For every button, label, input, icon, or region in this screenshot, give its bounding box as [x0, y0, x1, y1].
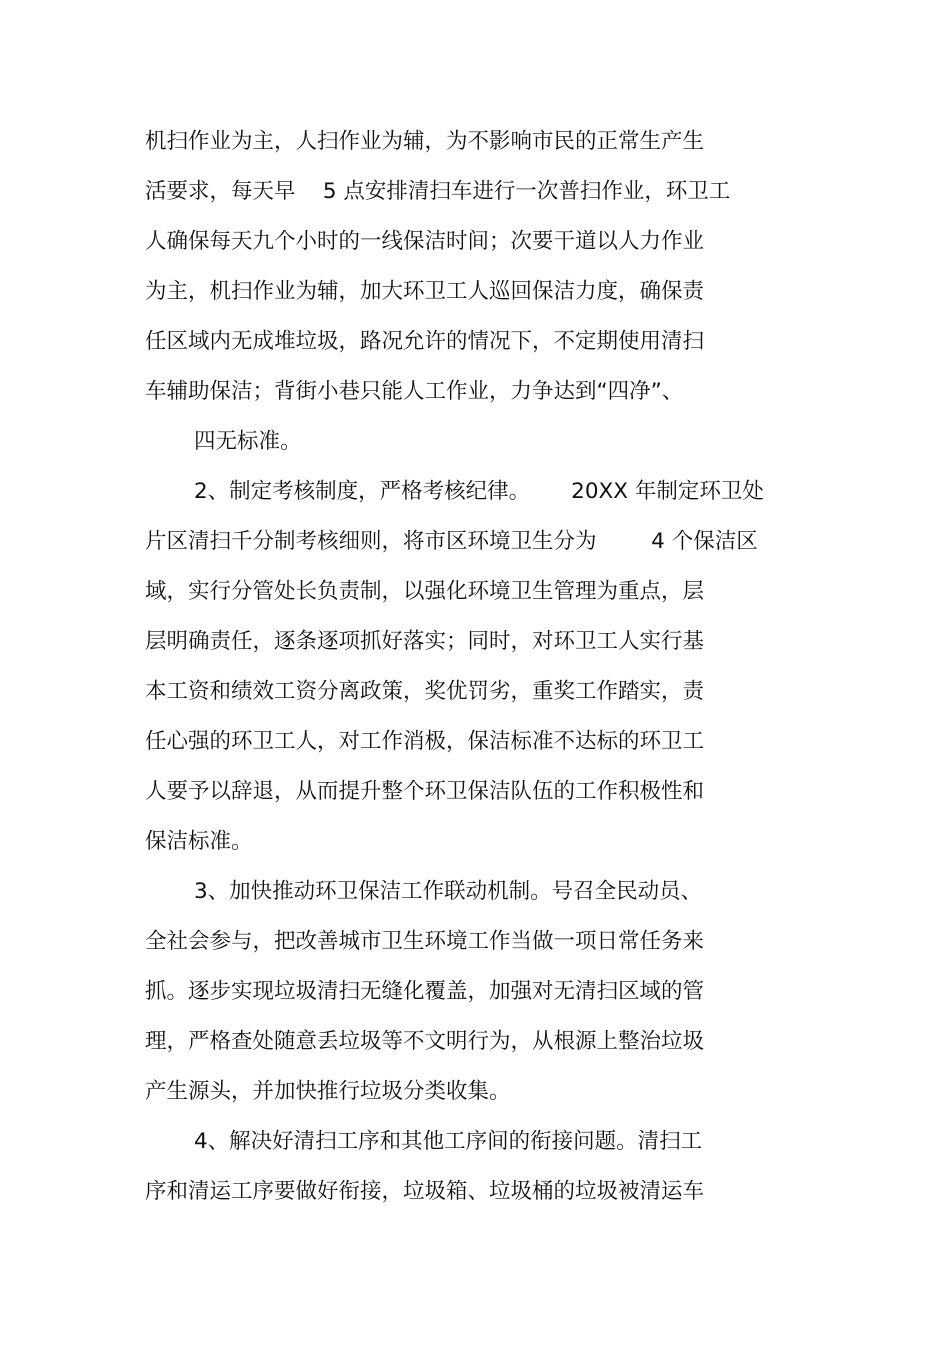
text-line: 片区清扫千分制考核细则，将市区环境卫生分为 4 个保洁区 — [145, 529, 758, 554]
text-line: 任区域内无成堆垃圾，路况允许的情况下，不定期使用清扫 — [145, 329, 705, 354]
text-line: 本工资和绩效工资分离政策，奖优罚劣，重奖工作踏实，责 — [145, 679, 705, 704]
text-line: 抓。逐步实现垃圾清扫无缝化覆盖，加强对无清扫区域的管 — [145, 979, 705, 1004]
text-line: 四无标准。 — [194, 429, 302, 454]
text-line: 域，实行分管处长负责制，以强化环境卫生管理为重点，层 — [145, 579, 705, 604]
text-line: 全社会参与，把改善城市卫生环境工作当做一项日常任务来 — [145, 929, 705, 954]
text-line: 车辅助保洁；背街小巷只能人工作业，力争达到“四净”、 — [145, 379, 684, 404]
text-line: 机扫作业为主，人扫作业为辅，为不影响市民的正常生产生 — [145, 129, 705, 154]
text-line: 为主，机扫作业为辅，加大环卫工人巡回保洁力度，确保责 — [145, 279, 705, 304]
paragraph-3-start: 3、加快推动环卫保洁工作联动机制。号召全民动员、 — [194, 879, 703, 904]
text-line: 层明确责任，逐条逐项抓好落实；同时，对环卫工人实行基 — [145, 629, 705, 654]
text-line: 活要求，每天早 5 点安排清扫车进行一次普扫作业，环卫工 — [145, 179, 731, 204]
text-line: 产生源头，并加快推行垃圾分类收集。 — [145, 1079, 511, 1104]
text-line: 人确保每天九个小时的一线保洁时间；次要干道以人力作业 — [145, 229, 705, 254]
text-line: 任心强的环卫工人，对工作消极，保洁标准不达标的环卫工 — [145, 729, 705, 754]
text-line: 人要予以辞退，从而提升整个环卫保洁队伍的工作积极性和 — [145, 779, 705, 804]
paragraph-4-start: 4、解决好清扫工序和其他工序间的衔接问题。清扫工 — [194, 1129, 703, 1154]
text-line: 保洁标准。 — [145, 829, 253, 854]
text-line: 序和清运工序要做好衔接，垃圾箱、垃圾桶的垃圾被清运车 — [145, 1179, 705, 1204]
text-line: 理，严格查处随意丢垃圾等不文明行为，从根源上整治垃圾 — [145, 1029, 705, 1054]
paragraph-2-start: 2、制定考核制度，严格考核纪律。 20XX 年制定环卫处 — [194, 479, 764, 504]
